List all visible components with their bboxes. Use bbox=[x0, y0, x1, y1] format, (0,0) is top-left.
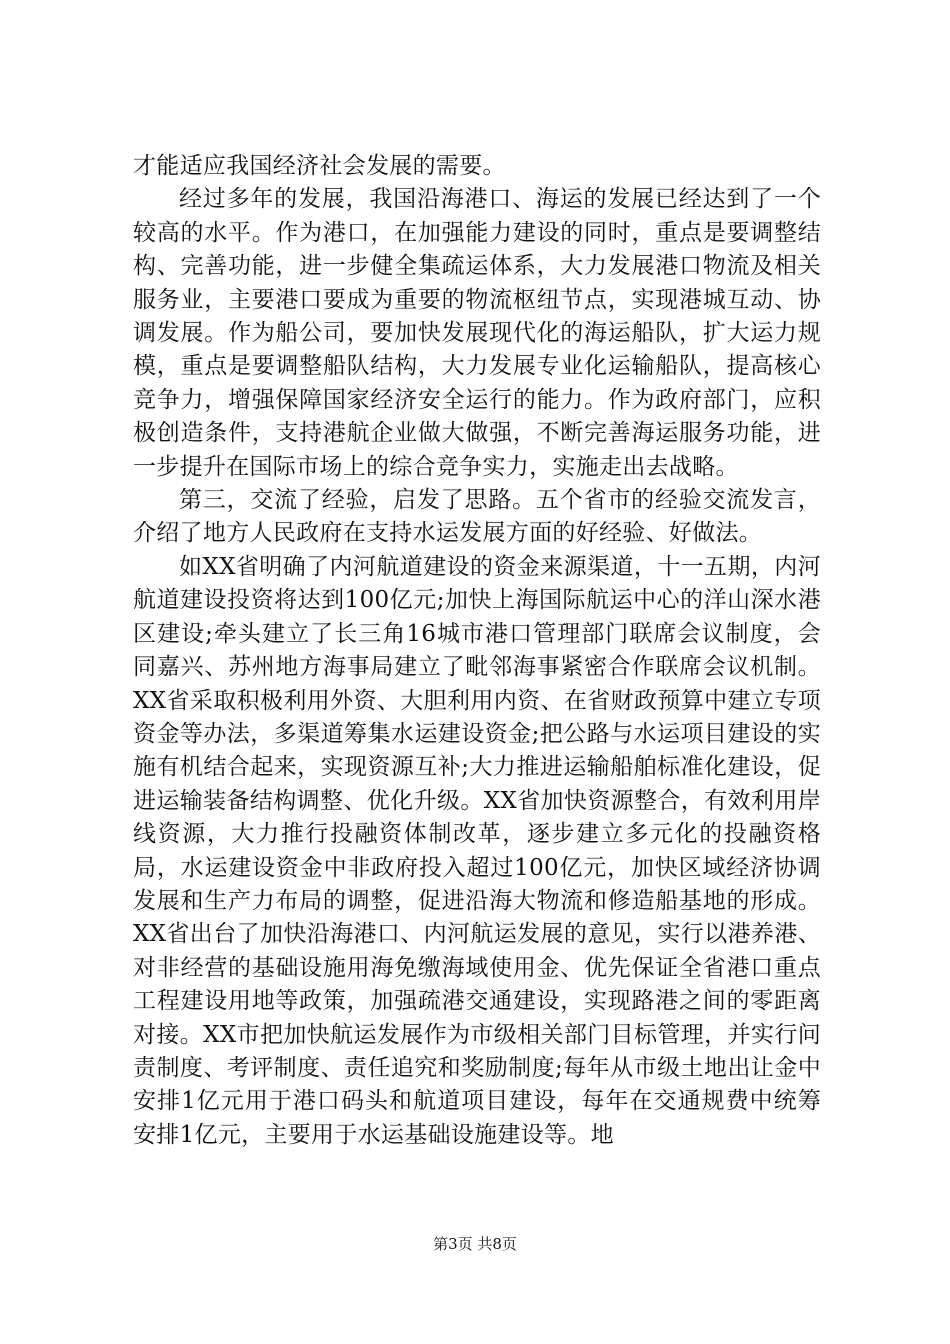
page-number-footer: 第3页 共8页 bbox=[433, 1235, 517, 1253]
paragraph-2: 经过多年的发展，我国沿海港口、海运的发展已经达到了一个较高的水平。作为港口，在加强能力建设的同时，重点是要调整结构、完善功能，进一步健全集疏运体系，大力发展港口物流及相关服务业，主要港口要成为重要的物流枢纽节点，实现港城互动、协调发展。作为船公司，要加快发展现代化的海运船队，扩大运力规模，重点是要调整船队结构，大力发展专业化运输船队，提高核心竞争力，增强保障国家经济安全运行的能力。作为政府部门，应积极创造条件，支持港航企业做大做强，不断完善海运服务功能，进一步提升在国际市场上的综合竞争实力，实施走出去战略。 bbox=[133, 186, 821, 480]
paragraph-3: 第三，交流了经验，启发了思路。五个省市的经验交流发言，介绍了地方人民政府在支持水运发展方面的好经验、好做法。 bbox=[133, 487, 821, 547]
body-text bbox=[133, 150, 821, 1152]
paragraph-1: 才能适应我国经济社会发展的需要。 bbox=[133, 153, 506, 179]
paragraph-4: 如XX省明确了内河航道建设的资金来源渠道，十一五期，内河航道建设投资将达到100亿元;加快上海国际航运中心的洋山深水港区建设;牵头建立了长三角16城市港口管理部门联席会议制度，会同嘉兴、苏州地方海事局建立了毗邻海事紧密合作联席会议机制。XX省采取积极利用外资、大胆利用内资、在省财政预算中建立专项资金等办法，多渠道筹集水运建设资金;把公路与水运项目建设的实施有机结合起来，实现资源互补;大力推进运输船舶标准化建设，促进运输装备结构调整、优化升级。XX省加快资源整合，有效利用岸线资源，大力推行投融资体制改革，逐步建立多元化的投融资格局，水运建设资金中非政府投入超过100亿元，加快区域经济协调发展和生产力布局的调整，促进沿海大物流和修造船基地的形成。XX省出台了加快沿海港口、内河航运发展的意见，实行以港养港、对非经营的基础设施用海免缴海域使用金、优先保证全省港口重点工程建设用地等政策，加强疏港交通建设，实现路港之间的零距离对接。XX市把加快航运发展作为市级相关部门目标管理，并实行问责制度、考评制度、责任追究和奖励制度;每年从市级土地出让金中安排1亿元用于港口码头和航道项目建设，每年在交通规费中统筹安排1亿元，主要用于水运基础设施建设等。地 bbox=[133, 553, 821, 1148]
